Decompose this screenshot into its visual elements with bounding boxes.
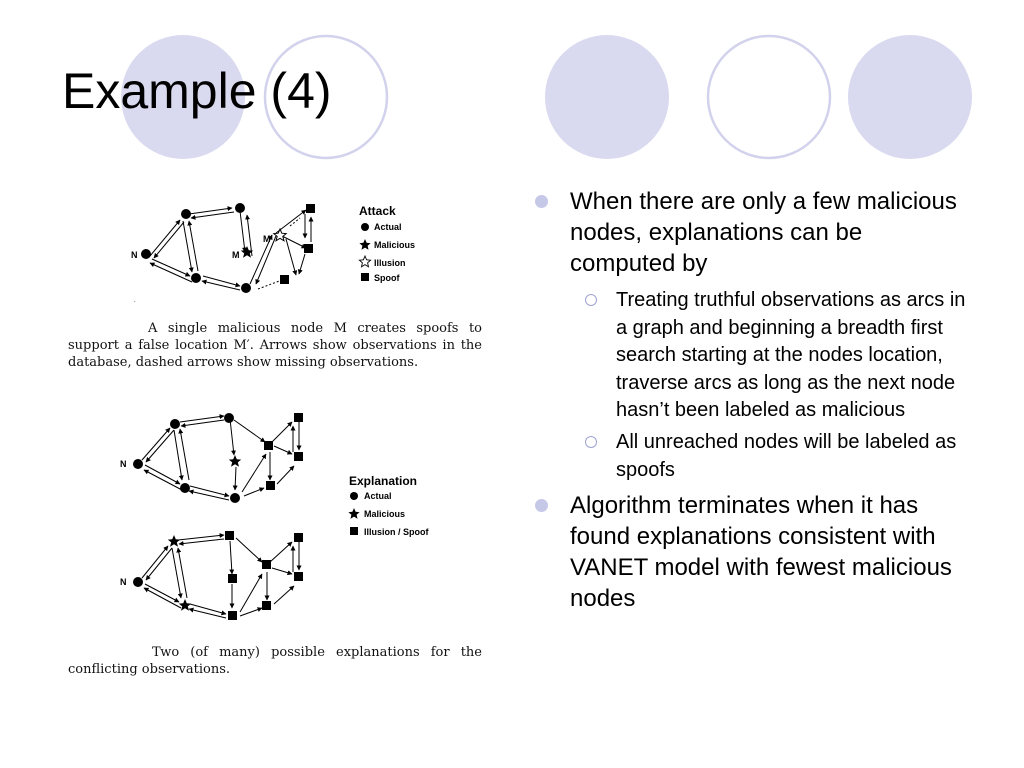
malicious-node-star (229, 455, 241, 467)
spoof-node (294, 533, 303, 542)
bullet-text: When there are only a few malicious nodes, explanations can be computed by (570, 188, 957, 277)
node-label-n: N (131, 250, 138, 260)
sub-bullet-text: All unreached nodes will be labeled as spoofs (616, 430, 957, 481)
spoof-node (228, 574, 237, 583)
node-label-m-prime: M' (263, 234, 273, 244)
legend-actual-label: Actual (374, 222, 402, 232)
figure-caption-explanations: Two (of many) possible explanations for the conflicting observations. (68, 645, 482, 677)
actual-node (230, 493, 240, 503)
actual-node (241, 283, 251, 293)
deco-circle-outline (708, 36, 830, 158)
actual-node (170, 419, 180, 429)
bullet-dot-icon (535, 499, 548, 512)
spoof-node (294, 413, 303, 422)
attack-legend-title: Attack (359, 204, 396, 218)
legend-malicious-icon (348, 508, 359, 519)
legend-malicious-label: Malicious (374, 240, 416, 250)
legend-actual-icon (361, 223, 369, 231)
spoof-node (280, 275, 289, 284)
node-label-n: N (120, 577, 127, 587)
legend-illusion-spoof-icon (350, 527, 358, 535)
legend-actual-icon (350, 492, 358, 500)
spoof-node (294, 452, 303, 461)
spoof-node (262, 560, 271, 569)
explanation-graph-1 (142, 416, 299, 500)
actual-node (224, 413, 234, 423)
bullet-list (534, 186, 974, 616)
spoof-node (264, 441, 273, 450)
spoof-node (228, 611, 237, 620)
sub-bullet-list (570, 287, 974, 484)
attack-legend (359, 204, 415, 283)
illusion-node-star (274, 229, 286, 241)
actual-node (235, 203, 245, 213)
graph-figure (62, 190, 492, 690)
spoof-node (266, 481, 275, 490)
legend-actual-label: Actual (364, 491, 392, 501)
legend-illusion-spoof-label: Illusion / Spoof (364, 527, 429, 537)
actual-node (133, 577, 143, 587)
actual-node (191, 273, 201, 283)
actual-node (133, 459, 143, 469)
legend-spoof-icon (361, 273, 369, 281)
spoof-node (225, 531, 234, 540)
sub-bullet-item (570, 429, 974, 484)
deco-circle-filled (848, 35, 972, 159)
bullet-dot-icon (535, 195, 548, 208)
node-label-m: M (232, 250, 240, 260)
bullet-text: Algorithm terminates when it has found explanations consistent with VANET model with fewest malicious nodes (570, 492, 952, 613)
spoof-node (304, 244, 313, 253)
explanation-nodes-2 (133, 531, 303, 620)
explanation-legend (348, 474, 429, 537)
legend-spoof-label: Spoof (374, 273, 400, 283)
graph-figure-svg (62, 190, 492, 690)
bullet-item (534, 186, 974, 484)
spoof-node (262, 601, 271, 610)
explanation-nodes-1 (133, 413, 303, 503)
sub-bullet-item (570, 287, 974, 425)
malicious-node-star (168, 535, 180, 547)
spoof-node (306, 204, 315, 213)
spoof-node (294, 572, 303, 581)
deco-circle-filled (545, 35, 669, 159)
actual-node (181, 209, 191, 219)
bullet-ring-icon (585, 294, 597, 306)
legend-malicious-label: Malicious (364, 509, 406, 519)
explanation-legend-title: Explanation (349, 474, 418, 488)
legend-malicious-icon (359, 239, 370, 250)
bullet-item (534, 490, 974, 614)
actual-node (180, 483, 190, 493)
figure-caption-attack: A single malicious node M creates spoofs to support a false location M′. Arrows show observations in the database, dashed arrows show missing observations. (68, 321, 482, 370)
bullet-ring-icon (585, 436, 597, 448)
node-label-n: N (120, 459, 127, 469)
actual-node (141, 249, 151, 259)
slide-title: Example (4) (62, 63, 332, 119)
legend-illusion-label: Illusion (374, 258, 406, 268)
explanation-graph-2 (142, 535, 299, 618)
sub-bullet-text: Treating truthful observations as arcs in a graph and beginning a breadth first search starting at the nodes location, traverse arcs as long as the next node hasn’t been labeled as malicious (616, 289, 966, 422)
stray-dot: . (134, 298, 136, 304)
legend-illusion-icon (359, 256, 370, 267)
